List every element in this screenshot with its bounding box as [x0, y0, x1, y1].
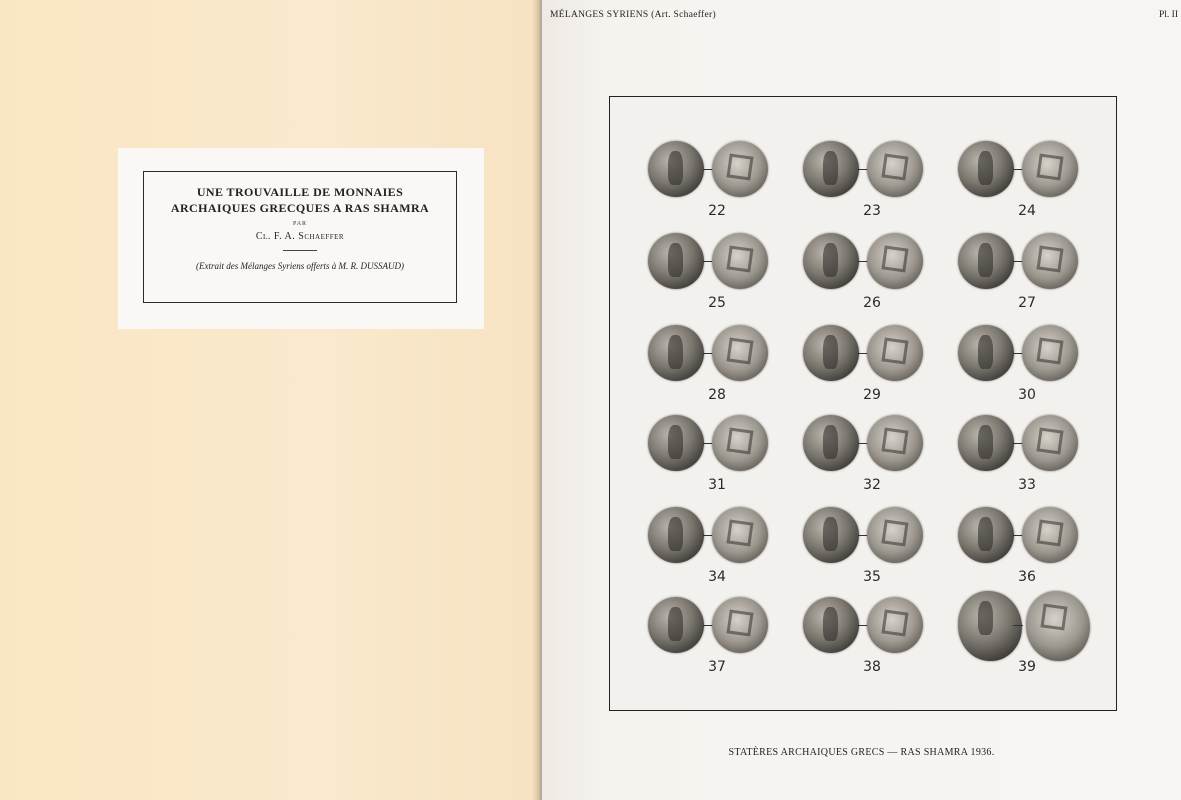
coin-number: 33 [1018, 477, 1036, 493]
coin-obverse [648, 507, 704, 563]
coin-pair [640, 325, 790, 415]
left-page [0, 0, 540, 800]
coin-reverse [1026, 591, 1090, 661]
coin-pair [795, 507, 945, 597]
coin-reverse [1022, 325, 1078, 381]
coin-reverse [867, 233, 923, 289]
coin-obverse [803, 415, 859, 471]
running-head: MÉLANGES SYRIENS (Art. Schaeffer) [550, 10, 716, 20]
coin-obverse [958, 325, 1014, 381]
coin-obverse [958, 415, 1014, 471]
coin-number: 36 [1018, 569, 1036, 585]
coin-reverse [867, 325, 923, 381]
coin-reverse [712, 141, 768, 197]
article-title: UNE TROUVAILLE DE MONNAIES ARCHAIQUES GRECQUES A RAS SHAMRA [170, 185, 430, 215]
coin-reverse [712, 233, 768, 289]
coin-pair [795, 415, 945, 505]
coin-reverse [712, 325, 768, 381]
coin-number: 38 [863, 659, 881, 675]
coin-pair [950, 415, 1100, 505]
coin-pair [950, 597, 1100, 687]
coin-obverse [803, 233, 859, 289]
coin-reverse [712, 507, 768, 563]
coin-number: 22 [708, 203, 726, 219]
coin-pair [950, 325, 1100, 415]
title-label-frame [143, 171, 457, 303]
coin-reverse [712, 597, 768, 653]
coin-pair [795, 325, 945, 415]
plate-caption: STATÈRES ARCHAIQUES GRECS — RAS SHAMRA 1936. [728, 747, 995, 758]
coin-number: 37 [708, 659, 726, 675]
coin-pair [795, 141, 945, 231]
coin-number: 35 [863, 569, 881, 585]
coin-reverse [867, 415, 923, 471]
coin-reverse [712, 415, 768, 471]
coin-number: 29 [863, 387, 881, 403]
coin-pair [640, 233, 790, 323]
coin-number: 24 [1018, 203, 1036, 219]
pasted-title-label [118, 148, 484, 329]
coin-pair [950, 141, 1100, 231]
author-name: Cl. F. A. Schaeffer [255, 231, 345, 242]
coin-number: 26 [863, 295, 881, 311]
coin-number: 31 [708, 477, 726, 493]
coin-number: 25 [708, 295, 726, 311]
coin-number: 27 [1018, 295, 1036, 311]
coin-obverse [648, 597, 704, 653]
plate-number: Pl. II [1159, 10, 1178, 20]
divider-rule [283, 250, 317, 251]
right-page [542, 0, 1181, 800]
coin-reverse [867, 141, 923, 197]
coin-number: 32 [863, 477, 881, 493]
coin-reverse [1022, 415, 1078, 471]
coin-obverse [803, 141, 859, 197]
coin-pair [795, 233, 945, 323]
extract-note: (Extrait des Mélanges Syriens offerts à M. R. DUSSAUD) [196, 261, 404, 271]
coin-obverse [958, 141, 1014, 197]
coin-obverse [958, 233, 1014, 289]
coin-reverse [1022, 141, 1078, 197]
coin-obverse [958, 591, 1022, 661]
coin-pair [640, 415, 790, 505]
coin-reverse [1022, 507, 1078, 563]
coin-obverse [648, 325, 704, 381]
coin-obverse [648, 415, 704, 471]
coin-obverse [648, 141, 704, 197]
coin-pair [640, 597, 790, 687]
coin-obverse [803, 507, 859, 563]
coin-pair [950, 507, 1100, 597]
coin-obverse [648, 233, 704, 289]
coin-pair [640, 507, 790, 597]
coin-reverse [867, 597, 923, 653]
coin-obverse [803, 597, 859, 653]
pair-connector [1013, 625, 1023, 626]
coin-number: 34 [708, 569, 726, 585]
coin-plate [609, 96, 1117, 711]
coin-reverse [1022, 233, 1078, 289]
coin-obverse [803, 325, 859, 381]
coin-number: 39 [1018, 659, 1036, 675]
coin-number: 23 [863, 203, 881, 219]
coin-pair [950, 233, 1100, 323]
coin-obverse [958, 507, 1014, 563]
coin-number: 28 [708, 387, 726, 403]
coin-pair [640, 141, 790, 231]
coin-number: 30 [1018, 387, 1036, 403]
coin-pair [795, 597, 945, 687]
by-line: PAR [292, 221, 308, 227]
coin-reverse [867, 507, 923, 563]
